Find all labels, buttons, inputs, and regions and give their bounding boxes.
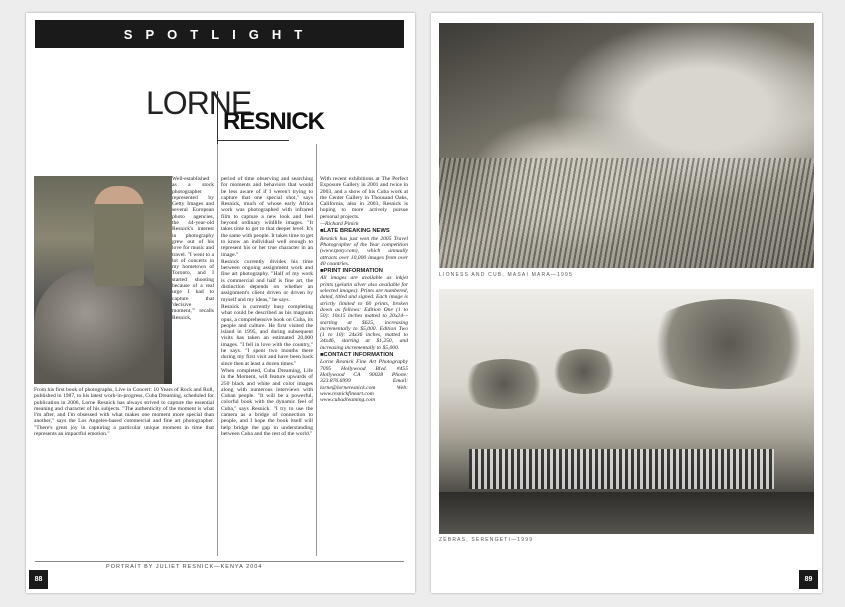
col2-text: period of time observing and searching for moments and behaviors that would be less aware of if I weren't trying to capture that one special shot," says Resnick, much of whose early Africa work was photographed with infrared film to capture a new look and feel beyond ordinary wildlife images. "It takes time to get to that deeper level. It's the same with people. It takes time to get to know an individual well enough to represent his or her true character in an image." Resnick currently divides his time between ongoing assignment work and fine art photography. "Half of my work is commercial and half is fine art, the distinction depends on whether an assignment's client driven or driven by myself and my ideas," he says. Resnick is currently busy completing what could be described as his magnum opus, a comprehensive book on Cuba, its people and culture. He first visited the island in 1995, and during subsequent visits has taken an estimated 20,000 images. "I fell in love with the country," he says. "I spent two months there during my first visit and have been back since then at least a dozen times." When completed, Cuba Dreaming, Life in the Moment, will feature upwards of 250 black and white and color images along with numerous interviews with Cuban people. "It will be a powerful, colorful book with the dynamic feel of Cuba," says Resnick. "I try to use the camera as a bridge of connection to people, and I hope the book itself will help bridge the gap in understanding between Cuba and the rest of the world." — [221, 176, 313, 437]
tree-shape — [459, 359, 549, 409]
page-number: 88 — [29, 570, 48, 589]
tree-shape — [639, 299, 814, 389]
zebras-photo — [439, 289, 814, 534]
title-rule — [217, 140, 289, 141]
name-first: LORNE — [146, 85, 252, 121]
lioness-photo — [439, 23, 814, 268]
caption-lioness: LIONESS AND CUB, MASAI MARA—1995 — [439, 272, 573, 278]
footer-rule — [35, 561, 404, 562]
caption-zebras: ZEBRAS, SERENGETI—1999 — [439, 537, 534, 543]
column-rule — [217, 144, 218, 556]
right-page — [431, 13, 822, 593]
spotlight-banner — [35, 20, 404, 48]
photo-credit: PORTRAIT BY JULIET RESNICK—KENYA 2004 — [106, 564, 263, 570]
zebra-herd — [469, 449, 774, 489]
river — [439, 492, 814, 534]
page-number: 89 — [799, 570, 818, 589]
name-last: RESNICK — [223, 108, 325, 135]
col1-main-text: From his first book of photographs, Live in Concert: 10 Years of Rock and Roll, published in 1987, to his latest work-in-progress, Cuba Dreaming, scheduled for publication in 2006, Lorne Resnick has always strived to capture the essential meaning and character of his subjects. "The authenticity of the moment is what I'm after, and I'm obsessed with what makes one moment more special than another," says the Los Angeles-based commercial and fine art photographer. "There's great joy in capturing a particular unique moment in time that represents an impactful emotion." — [34, 387, 214, 438]
contact-heading: ■ CONTACT INFORMATION — [320, 352, 408, 358]
column-rule — [316, 144, 317, 556]
left-page — [26, 13, 415, 593]
banner-text: SPOTLIGHT — [123, 27, 316, 42]
tree-shape — [549, 349, 619, 394]
col1-wrap-text: Well-established as a stock photographer represented by Getty Images and several European photo agencies, the 44-year-old Resnick's interest in photography grew out of his love for music and travel. "I went to a lot of concerts in my hometown of Toronto, and I started shooting because of a real urge I had to capture that 'decisive moment,'" recalls Resnick, — [172, 176, 214, 384]
news-heading: ■ LATE BREAKING NEWS — [320, 228, 408, 234]
col3-text: With recent exhibitions at The Perfect Exposure Gallery in 2001 and twice in 2003, and a show of his Cuba work at the Center Gallery in Thousand Oaks, California, also in 2003, Resnick is hoping to more actively pursue personal projects. —Richard Pinick ■ LATE BREAKING NEWS Resnick has just won the 2005 Travel Photographer of the Year competition (www.tpoty.com), which annually attracts over 10,000 images from over 40 countries. ■ PRINT INFORMATION All images are available as inkjet prints (gelatin silver also available for selected images). Prints are numbered, dated, titled and signed. Each image is strictly limited to 60 prints, broken down as follows: Edition One (1 to 50): 10x15 inches matted to 20x24—starting at $625, increasing incrementally to $5,000. Edition Two (1 to 10): 24x36 inches, matted to 34x46, starting at $1,250, and increasing incrementally to $5,000. ■ CONTACT INFORMATION Lorne Resnick Fine Art Photography 7095 Hollywood Blvd. #455 Hollywood CA 90028 Phone: 323.876.6999 Email: lorne@lorneresnick.com Web: www.resnickfineart.com www.cubadreaming.com — [320, 176, 408, 556]
photographer-figure — [94, 186, 144, 286]
grass-texture — [439, 158, 814, 268]
print-heading: ■ PRINT INFORMATION — [320, 268, 408, 274]
